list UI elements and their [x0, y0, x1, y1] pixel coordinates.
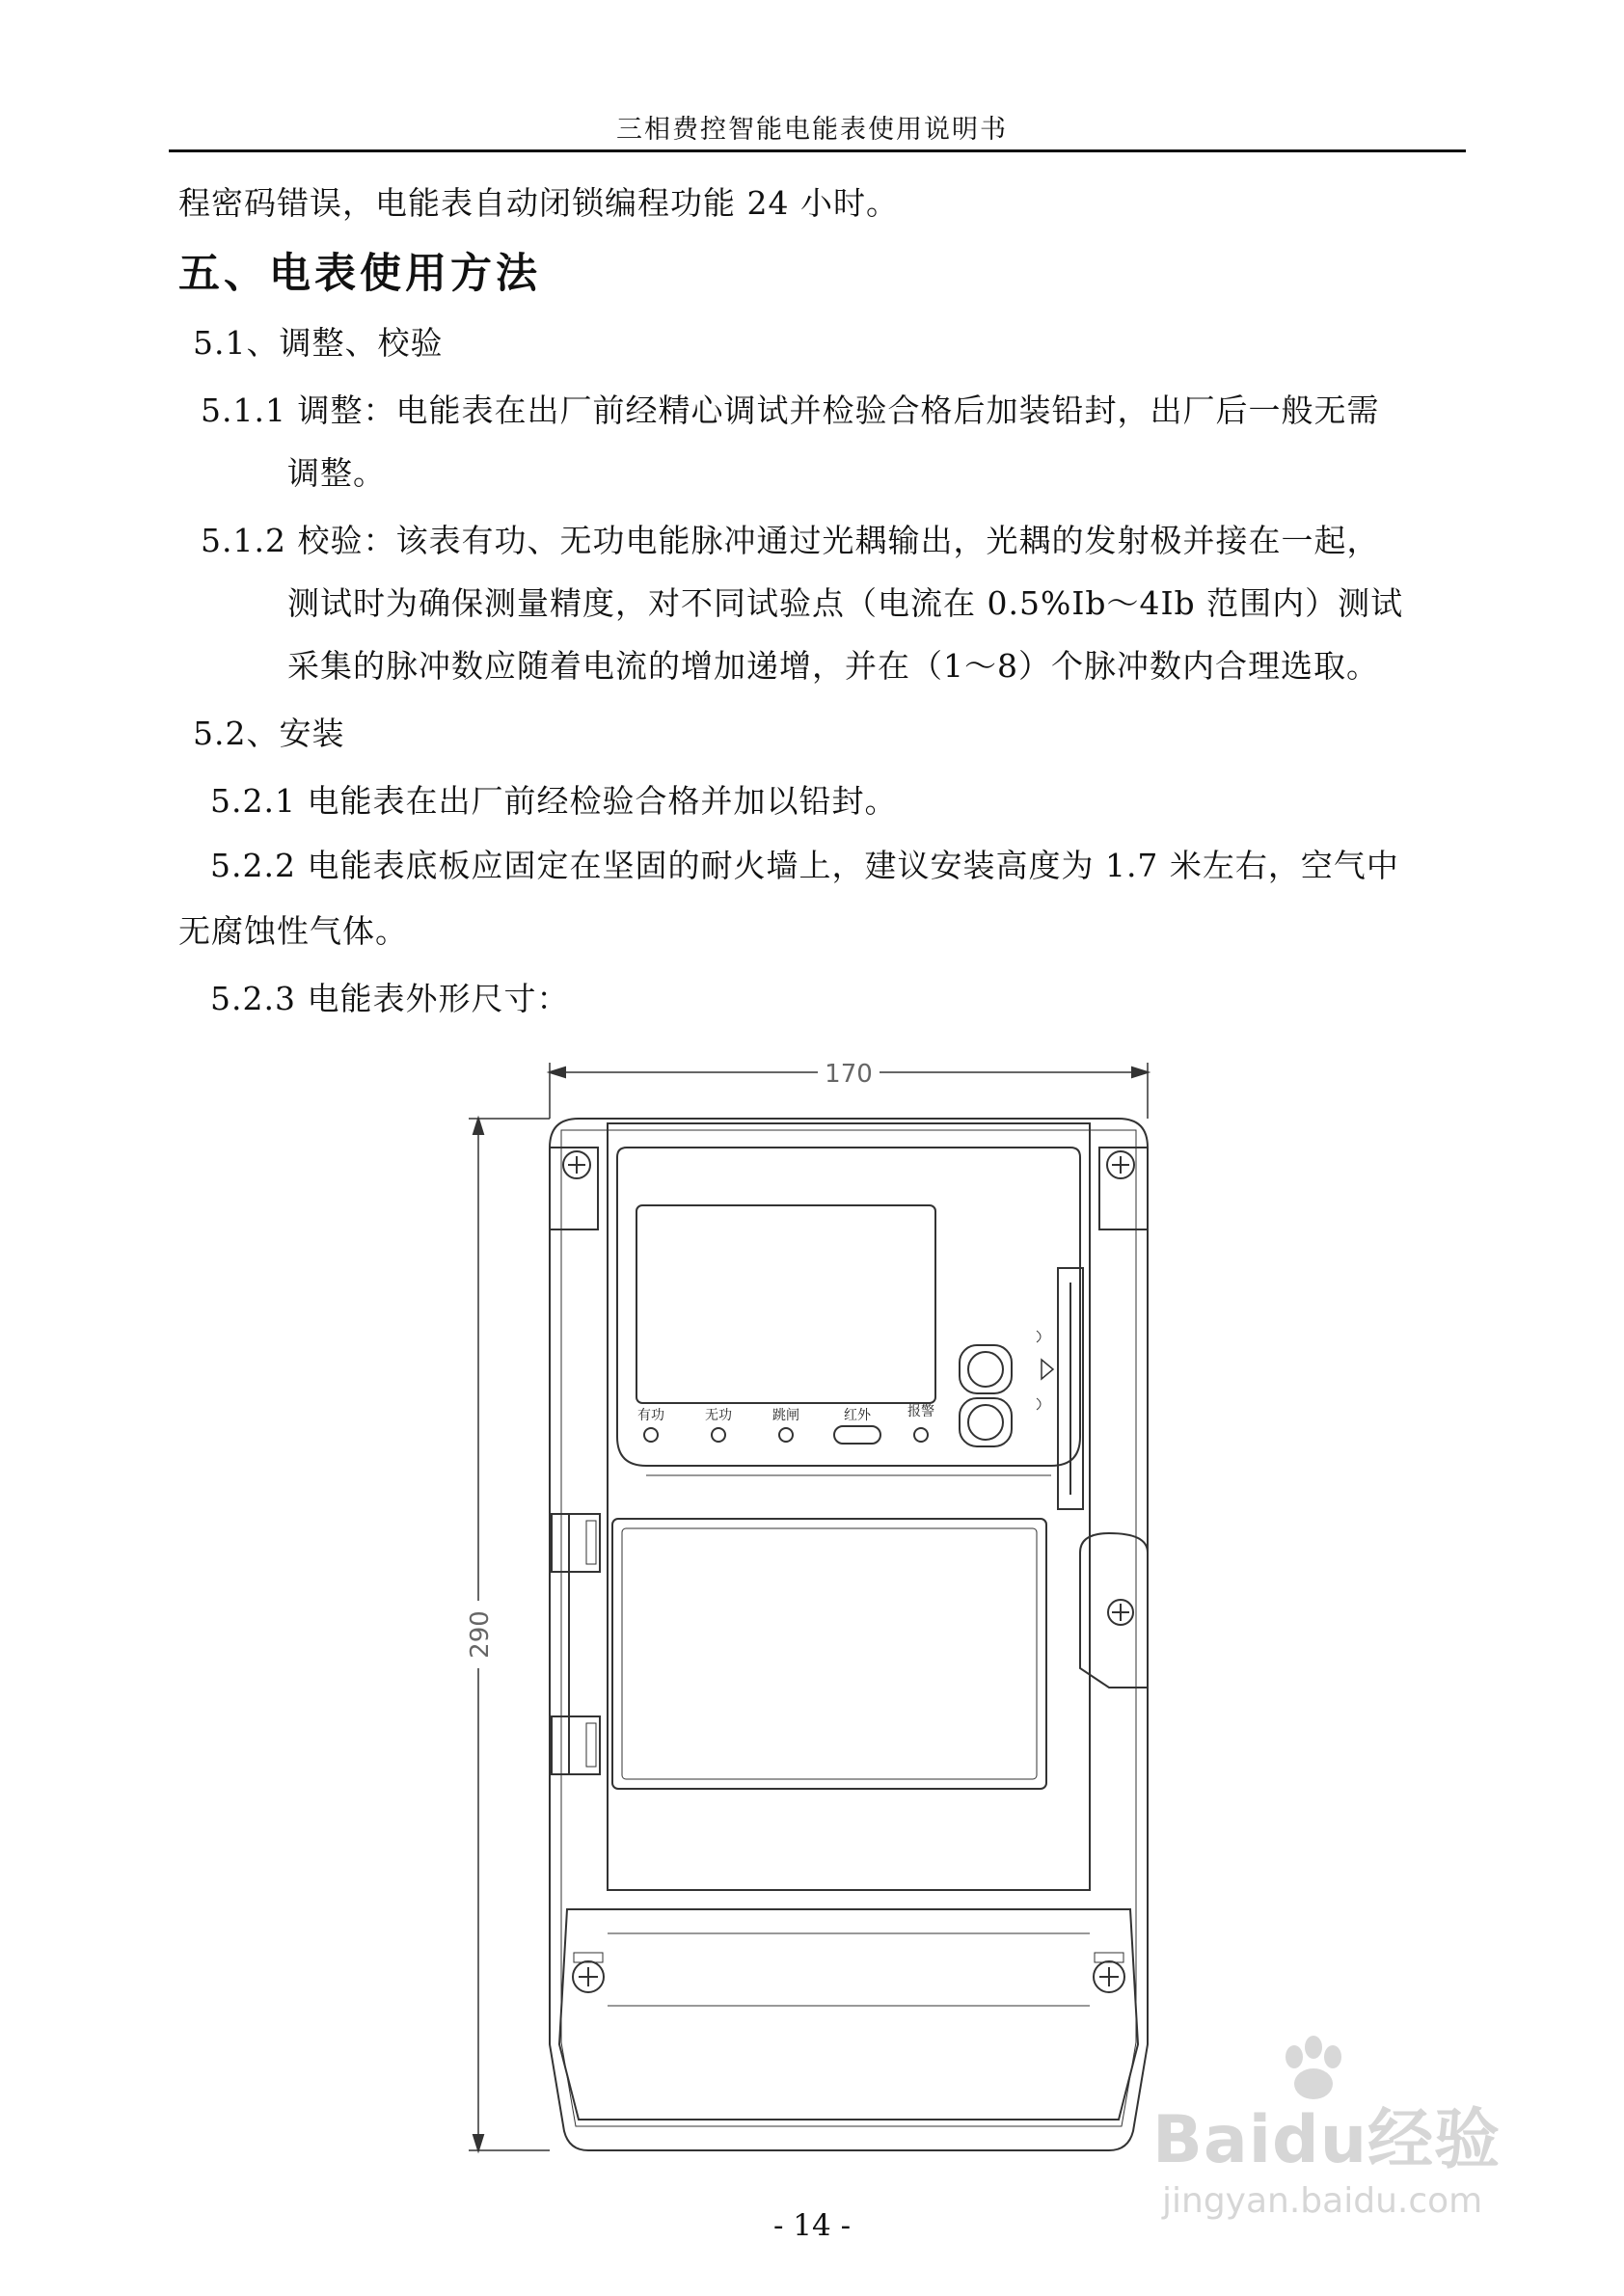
- nameplate-window: [612, 1519, 1046, 1789]
- section-heading: 五、电表使用方法: [178, 250, 541, 298]
- header-rule: [169, 149, 1466, 152]
- terminal-cover: [559, 1909, 1138, 2120]
- item-5-1-2-line-1: 5.1.2 校验：该表有功、无功电能脉冲通过光耦输出，光耦的发射极并接在一起，: [201, 522, 1380, 559]
- indicator-led-icon: [644, 1428, 658, 1442]
- item-5-2-3: 5.2.3 电能表外形尺寸：: [210, 980, 570, 1017]
- indicator-led-icon: [914, 1428, 928, 1442]
- item-5-2-2-line-1: 5.2.2 电能表底板应固定在坚固的耐火墙上，建议安装高度为 1.7 米左右，空气中: [210, 847, 1399, 884]
- indicator-label: 有功: [637, 1408, 664, 1423]
- item-5-1-2-line-2: 测试时为确保测量精度，对不同试验点（电流在 0.5%Ib～4Ib 范围内）测试: [287, 584, 1404, 622]
- height-dimension-label: 290: [466, 1610, 495, 1659]
- baidu-watermark: [1152, 2088, 1501, 2221]
- paragraph-continuation: 程密码错误，电能表自动闭锁编程功能 24 小时。: [178, 184, 899, 222]
- subsection-5-1-title: 5.1、调整、校验: [193, 324, 444, 362]
- item-5-2-2-line-2: 无腐蚀性气体。: [178, 912, 408, 950]
- indicator-led-icon: [779, 1428, 793, 1442]
- paw-icon: [1273, 2030, 1350, 2107]
- running-header-title: 三相费控智能电能表使用说明书: [616, 115, 1008, 145]
- item-5-1-1-line-2: 调整。: [287, 454, 386, 492]
- watermark-url: jingyan.baidu.com: [1162, 2181, 1483, 2221]
- indicator-label: 红外: [844, 1408, 871, 1423]
- watermark-brand: Baidu经验: [1152, 2102, 1502, 2178]
- meter-outline-drawing: [453, 1051, 1167, 2170]
- page-number: - 14 -: [772, 2208, 852, 2243]
- indicator-led-icon: [712, 1428, 725, 1442]
- item-5-1-2-line-3: 采集的脉冲数应随着电流的增加递增，并在（1～8）个脉冲数内合理选取。: [287, 647, 1379, 685]
- width-dimension-label: 170: [825, 1060, 873, 1089]
- indicator-label: 跳闸: [772, 1408, 799, 1423]
- infrared-port: [834, 1426, 880, 1444]
- item-5-2-1: 5.2.1 电能表在出厂前经检验合格并加以铅封。: [210, 782, 898, 820]
- subsection-5-2-title: 5.2、安装: [193, 715, 345, 752]
- item-5-1-1-line-1: 5.1.1 调整：电能表在出厂前经精心调试并检验合格后加装铅封，出厂后一般无需: [201, 392, 1380, 429]
- indicator-label: 无功: [705, 1408, 732, 1423]
- indicator-label: 报警: [907, 1404, 934, 1419]
- lcd-screen: [636, 1205, 935, 1403]
